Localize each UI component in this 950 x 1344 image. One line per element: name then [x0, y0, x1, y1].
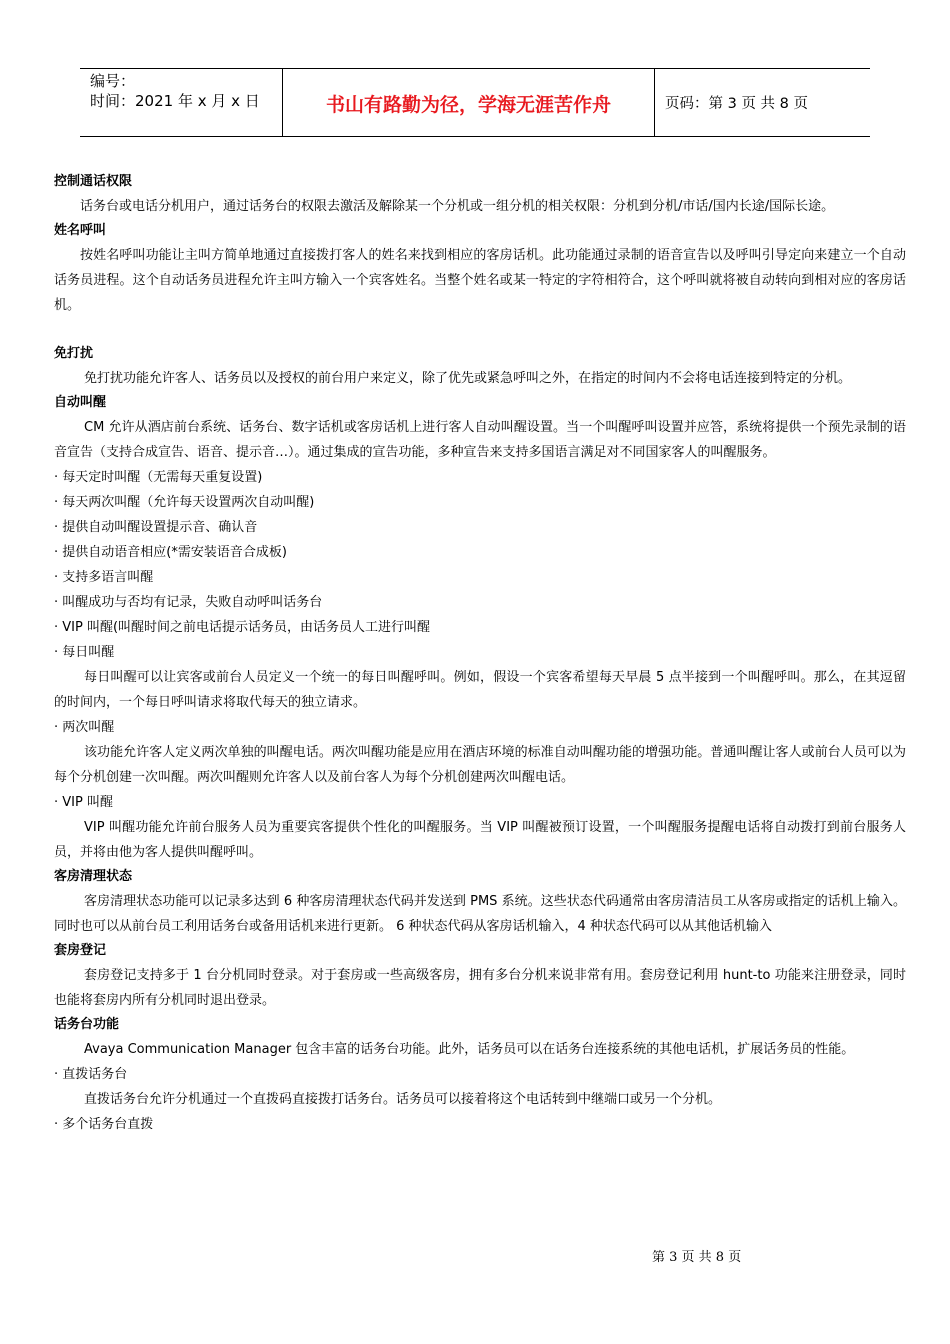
paragraph: 话务台或电话分机用户，通过话务台的权限去激活及解除某一个分机或一组分机的相关权限：分机到分机/市话/国内长途/国际长途。	[80, 199, 835, 214]
paragraph: 套房登记支持多于 1 台分机同时登录。对于套房或一些高级客房，拥有多台分机来说非常有用。套房登记利用 hunt-to 功能来注册登录，同时也能将套房内所有分机同时退出登录。	[54, 968, 906, 1008]
section-title: 姓名呼叫	[54, 223, 107, 238]
bullet-item: · 直拨话务台	[54, 1067, 128, 1082]
section-title: 免打扰	[54, 346, 94, 361]
paragraph: 直拨话务台允许分机通过一个直拨码直接拨打话务台。话务员可以接着将这个电话转到中继端口或另一个分机。	[84, 1092, 722, 1107]
bullet-item: · 每天两次叫醒（允许每天设置两次自动叫醒)	[54, 495, 315, 510]
bullet-item: · 多个话务台直拨	[54, 1117, 154, 1132]
header-info-cell	[80, 69, 282, 136]
spacer	[54, 318, 906, 342]
bullet-item: · VIP 叫醒	[54, 795, 113, 810]
bullet-item: · 提供自动语音相应(*需安装语音合成板)	[54, 545, 287, 560]
header-page-number: 页码：第 3 页 共 8 页	[665, 96, 808, 112]
section-title: 自动叫醒	[54, 395, 107, 410]
paragraph: VIP 叫醒功能允许前台服务人员为重要宾客提供个性化的叫醒服务。当 VIP 叫醒被预订设置，一个叫醒服务提醒电话将自动拨打到前台服务人员，并将由他为客人提供叫醒呼叫。	[54, 820, 906, 860]
bullet-item: · 叫醒成功与否均有记录，失败自动呼叫话务台	[54, 595, 323, 610]
page-footer: 第 3 页 共 8 页	[652, 1250, 742, 1265]
bullet-item: · 每日叫醒	[54, 645, 115, 660]
bullet-item: · 提供自动叫醒设置提示音、确认音	[54, 520, 258, 535]
bullet-item: · 每天定时叫醒（无需每天重复设置)	[54, 470, 263, 485]
serial-label: 编号：	[90, 72, 136, 90]
paragraph: 免打扰功能允许客人、话务员以及授权的前台用户来定义，除了优先或紧急呼叫之外，在指定的时间内不会将电话连接到特定的分机。	[84, 371, 852, 386]
bullet-item: · VIP 叫醒(叫醒时间之前电话提示话务员，由话务员人工进行叫醒	[54, 620, 431, 635]
section-title: 客房清理状态	[54, 869, 133, 884]
header-page-cell	[655, 69, 870, 136]
paragraph: 每日叫醒可以让宾客或前台人员定义一个统一的每日叫醒呼叫。例如，假设一个宾客希望每天早晨 5 点半接到一个叫醒呼叫。那么，在其逗留的时间内，一个每日呼叫请求将取代每天的独立请求。	[54, 670, 906, 710]
page-header	[80, 68, 870, 137]
paragraph: 客房清理状态功能可以记录多达到 6 种客房清理状态代码并发送到 PMS 系统。这些状态代码通常由客房清洁员工从客房或指定的话机上输入。同时也可以从前台员工利用话务台或备用话机来进行更新。 6 种状态代码从客房话机输入，4 种状态代码可以从其他话机输入	[54, 894, 906, 934]
bullet-item: · 支持多语言叫醒	[54, 570, 154, 585]
paragraph: CM 允许从酒店前台系统、话务台、数字话机或客房话机上进行客人自动叫醒设置。当一个叫醒呼叫设置并应答，系统将提供一个预先录制的语音宣告（支持合成宣告、语音、提示音…）。通过集成的宣告功能，多种宣告来支持多国语言满足对不同国家客人的叫醒服务。	[54, 420, 906, 460]
section-title: 控制通话权限	[54, 174, 133, 189]
bullet-item: · 两次叫醒	[54, 720, 115, 735]
time-label: 时间：2021 年 x 月 x 日	[90, 92, 260, 110]
section-title: 套房登记	[54, 943, 107, 958]
section-title: 话务台功能	[54, 1017, 120, 1032]
paragraph: Avaya Communication Manager 包含丰富的话务台功能。此外，话务员可以在话务台连接系统的其他电话机，扩展话务员的性能。	[84, 1042, 855, 1057]
header-motto-cell	[282, 69, 655, 136]
paragraph: 该功能允许客人定义两次单独的叫醒电话。两次叫醒功能是应用在酒店环境的标准自动叫醒功能的增强功能。普通叫醒让客人或前台人员可以为每个分机创建一次叫醒。两次叫醒则允许客人以及前台客人为每个分机创建两次叫醒电话。	[54, 745, 906, 785]
motto: 书山有路勤为径，学海无涯苦作舟	[325, 94, 611, 116]
paragraph: 按姓名呼叫功能让主叫方简单地通过直接拨打客人的姓名来找到相应的客房话机。此功能通过录制的语音宣告以及呼叫引导定向来建立一个自动话务员进程。这个自动话务员进程允许主叫方输入一个宾客姓名。当整个姓名或某一特定的字符相符合，这个呼叫就将被自动转向到相对应的客房话机。	[54, 248, 906, 313]
document-body	[54, 170, 906, 1137]
